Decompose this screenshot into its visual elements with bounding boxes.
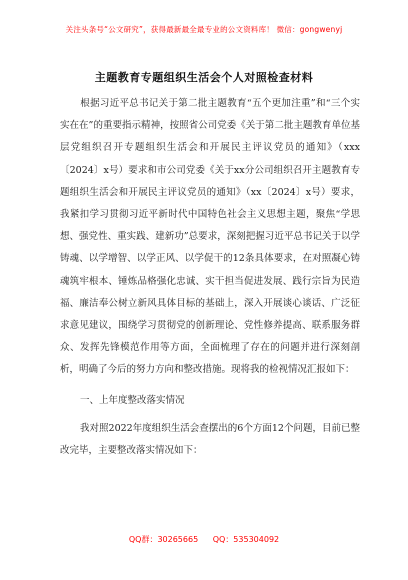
- paragraph-rectification-text: 我对照2022年度组织生活会查摆出的6个方面12个问题，目前已整改完毕，主要整改落实情况如下：: [60, 422, 360, 456]
- paragraph-intro: [60, 93, 360, 382]
- paragraph-intro-text: 根据习近平总书记关于第二批主题教育“五个更加注重”和“三个实实在在”的重要指示精神，按照省公司党委《关于第二批主题教育单位基层党组织召开专题组织生活会和开展民主评议党员的通知》（xxx〔2024〕x号）要求和市公司党委《关于xx分公司组织召开主题教育专题组织生活会和开展民主评议党员的通知》（xx〔2024〕x号）要求，我紧扣学习贯彻习近平新时代中国特色社会主义思想主题，聚焦“学思想、强党性、重实践、建新功”总要求，深刻把握习近平总书记关于以学铸魂、以学增智、以学正风、以学促干的12条具体要求，在对照凝心铸魂筑牢根本、锤炼品格强化忠诚、实干担当促进发展、践行宗旨为民造福、廉洁奉公树立新风具体目标的基础上，深入开展谈心谈话、广泛征求意见建议，围绕学习贯彻党的创新理论、党性修养提高、联系服务群众、发挥先锋模范作用等方面，全面梳理了存在的问题并进行深刻剖析，明确了今后的努力方向和整改措施。现将我的检视情况汇报如下：: [60, 98, 360, 376]
- section-heading: [60, 390, 360, 412]
- header-note: 关注头条号“公文研究”，获得最新最全最专业的公文资料库！ 微信：gongwenyj: [65, 25, 343, 34]
- footer-qq: QQ：535304092: [212, 535, 280, 544]
- section-heading-text: 一、上年度整改落实情况: [80, 394, 185, 406]
- footer-contact: [0, 534, 408, 545]
- document-title: 主题教育专题组织生活会个人对照检查材料: [94, 71, 314, 84]
- footer-qq-group: QQ群：30265665: [128, 535, 199, 544]
- document-body: [60, 93, 360, 462]
- paragraph-rectification: [60, 418, 360, 462]
